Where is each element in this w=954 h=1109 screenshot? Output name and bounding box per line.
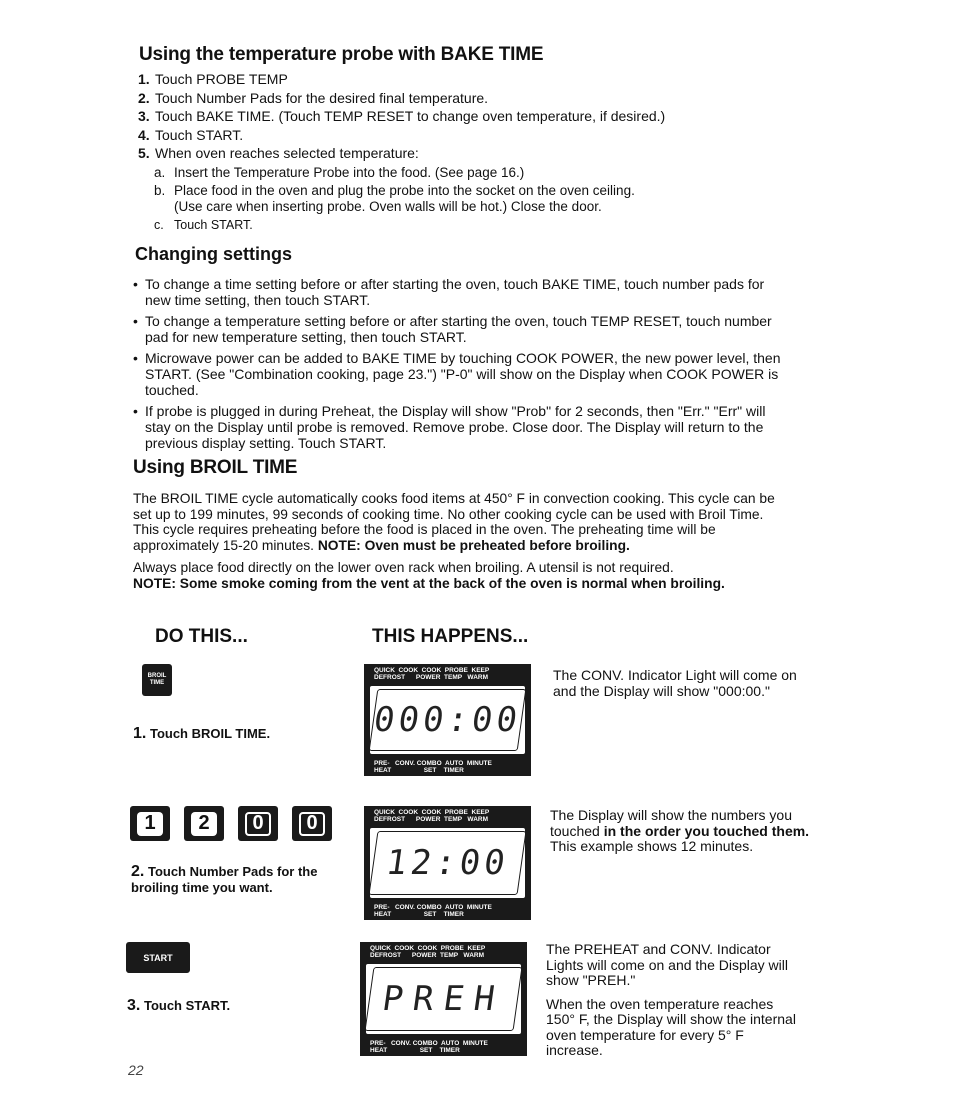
broil-note-2: NOTE: Some smoke coming from the vent at the back of the oven is normal when broiling. (133, 576, 725, 591)
list-item: 1. Touch PROBE TEMP (138, 71, 288, 87)
display-readout: PREH (365, 967, 523, 1031)
number-pads (130, 806, 332, 841)
step-3-caption: 3. Touch START. (127, 997, 231, 1014)
display-readout: 000:00 (369, 689, 527, 751)
do-this-heading: DO THIS... (155, 626, 248, 647)
number-pad-1: 1 (130, 806, 170, 841)
list-item: (Use care when inserting probe. Oven walls will be hot.) Close the door. (174, 199, 602, 214)
step-1-result: The CONV. Indicator Light will come on and the Display will show "000:00." (553, 667, 797, 699)
display-readout: 12:00 (369, 831, 527, 895)
display-panel-1: QUICK COOK COOK PROBE KEEP DEFROST POWER TEMP WARM 000:00 PRE- CONV. COMBO AUTO MINUTE HEAT SET TIMER (364, 664, 531, 776)
start-key: START (126, 942, 190, 973)
list-item: 4. Touch START. (138, 126, 244, 143)
display-panel-2: QUICK COOK COOK PROBE KEEP DEFROST POWER TEMP WARM 12:00 PRE- CONV. COMBO AUTO MINUTE HEAT SET TIMER (364, 806, 531, 920)
step-2-result: The Display will show the numbers you touched in the order you touched them. This example shows 12 minutes. (550, 807, 810, 854)
list-item: c. Touch START. (154, 218, 253, 232)
display-panel-3: QUICK COOK COOK PROBE KEEP DEFROST POWER TEMP WARM PREH PRE- CONV. COMBO AUTO MINUTE HEAT SET TIMER (360, 942, 527, 1056)
list-item: • To change a temperature setting before or after starting the oven, touch TEMP RESET, touch number pad for new temperature setting, then touch START. (133, 313, 788, 345)
list-item: 2. Touch Number Pads for the desired final temperature. (138, 89, 489, 106)
list-item: • Microwave power can be added to BAKE TIME by touching COOK POWER, the new power level, then START. (See "Combination cooking, page 23.") "P-0" will show on the Display when COOK POWER is touched. (133, 350, 788, 398)
step-2-caption: 2. Touch Number Pads for the broiling time you want. (131, 863, 318, 895)
changing-section-title: Changing settings (135, 244, 292, 264)
broil-time-key: BROIL TIME (142, 664, 172, 696)
number-pad-0: 0 (238, 806, 278, 841)
broil-paragraph-1: The BROIL TIME cycle automatically cooks food items at 450° F in convection cooking. This cycle can be set up to 199 minutes, 99 seconds of cooking time. No other cooking cycle can be used with Broil Time. This cycle requires preheating before the food is placed in the oven. The preheating time will be approximately 15-20 minutes. NOTE: Oven must be preheated before broiling. (133, 491, 775, 553)
step-1-caption: 1. Touch BROIL TIME. (133, 725, 271, 742)
changing-bullets (133, 276, 788, 456)
step-3-result: The PREHEAT and CONV. Indicator Lights will come on and the Display will show "PREH." When the oven temperature reaches 150° F, the Display will show the internal oven temperature for every 5° F increase. (546, 941, 796, 1058)
probe-section-title: Using the temperature probe with BAKE TIME (139, 44, 544, 65)
list-item: • If probe is plugged in during Preheat, the Display will show "Prob" for 2 seconds, then "Err." "Err" will stay on the Display until probe is removed. Remove probe. Close door. The Display will return to the previous display setting. Touch START. (133, 403, 788, 451)
list-item: a. Insert the Temperature Probe into the food. (See page 16.) (154, 165, 525, 180)
probe-steps-list (138, 71, 838, 164)
number-pad-2: 2 (184, 806, 224, 841)
broil-section-title: Using BROIL TIME (133, 457, 298, 478)
list-item: 3. Touch BAKE TIME. (Touch TEMP RESET to change oven temperature, if desired.) (138, 108, 666, 125)
broil-note-1: NOTE: Oven must be preheated before broiling. (317, 537, 630, 553)
broil-paragraph-2: Always place food directly on the lower oven rack when broiling. A utensil is not required. NOTE: Some smoke coming from the vent at the back of the oven is normal when broiling. (133, 560, 788, 592)
page-number: 22 (128, 1062, 144, 1078)
this-happens-heading: THIS HAPPENS... (372, 626, 529, 647)
list-item: b. Place food in the oven and plug the probe into the socket on the oven ceiling. (154, 183, 635, 198)
number-pad-0-second: 0 (292, 806, 332, 841)
list-item: 5. When oven reaches selected temperature: (138, 145, 419, 162)
list-item: • To change a time setting before or after starting the oven, touch BAKE TIME, touch number pads for new time setting, then touch START. (133, 276, 788, 308)
probe-substeps (154, 165, 794, 233)
